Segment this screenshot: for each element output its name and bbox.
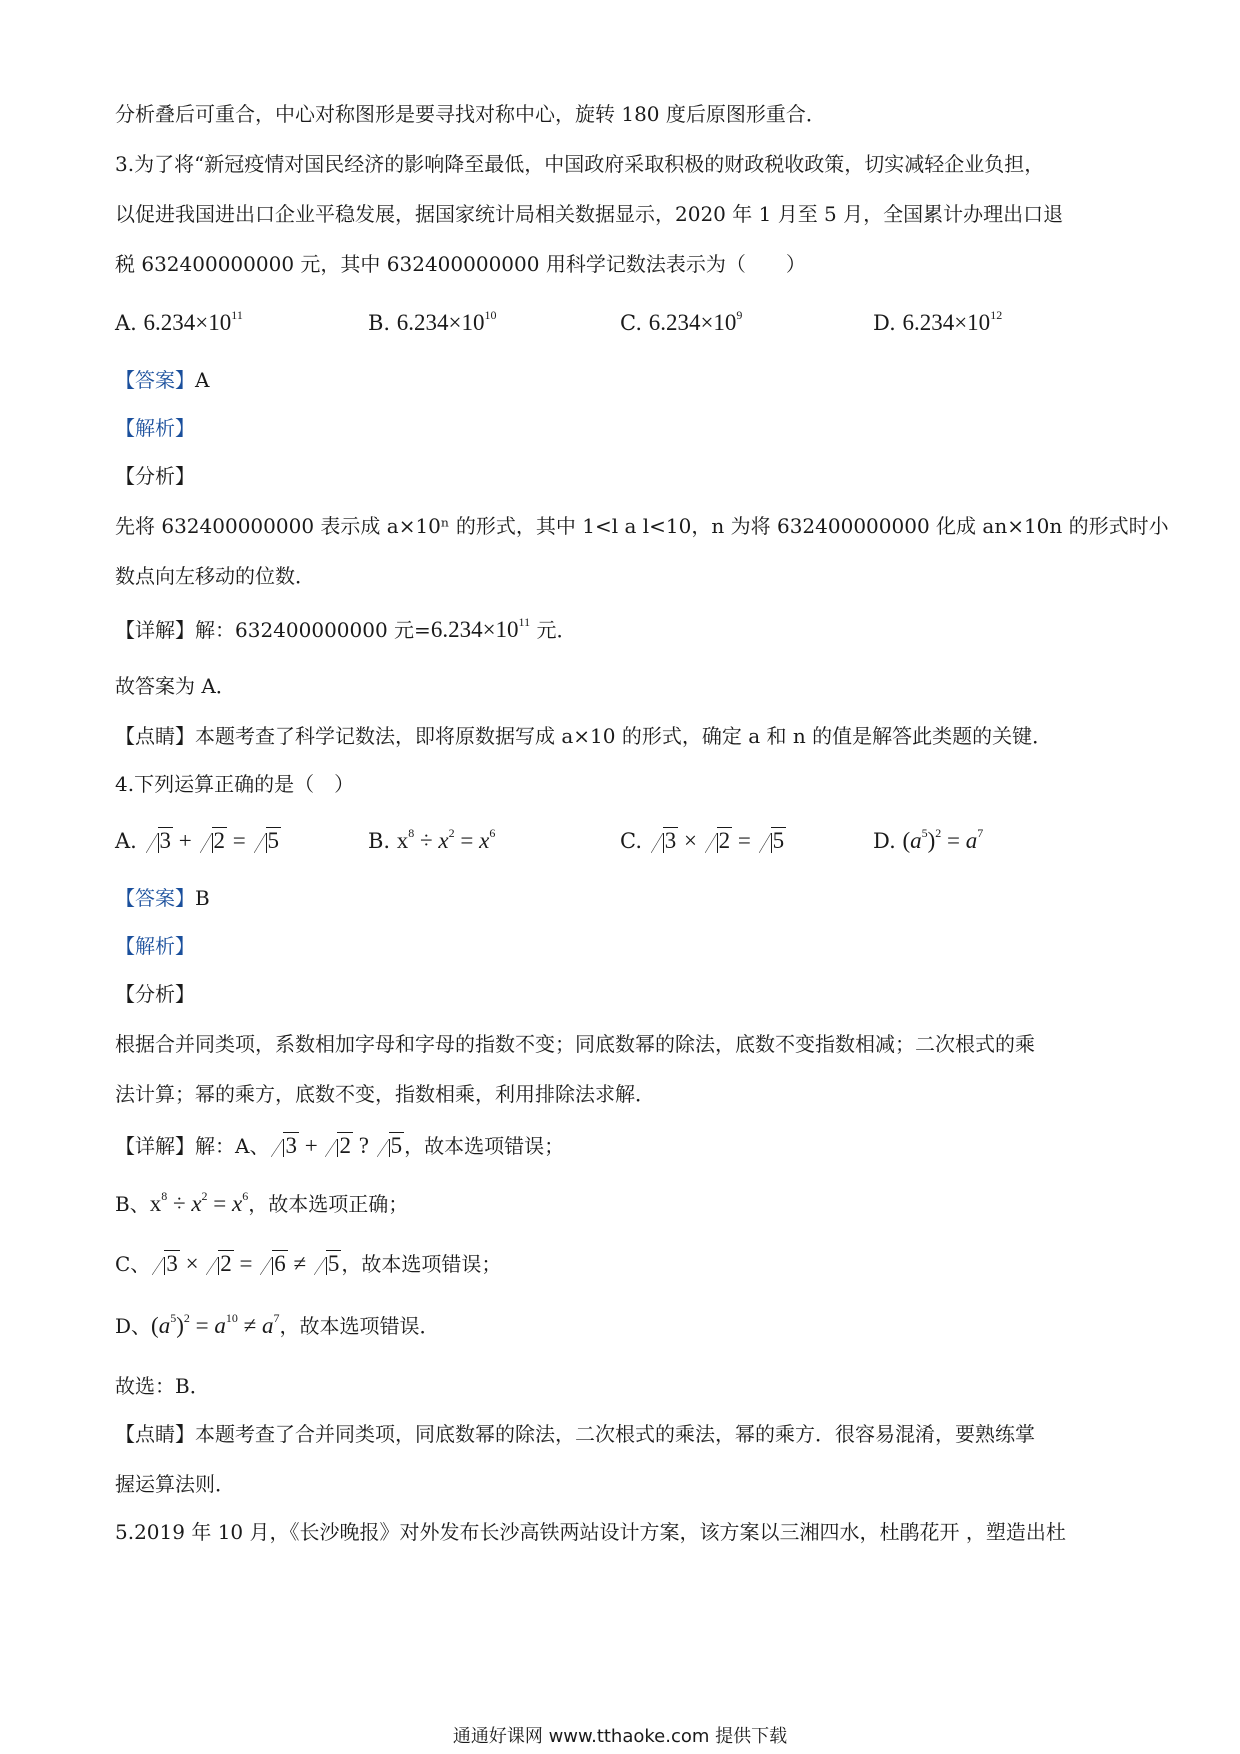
- question-3-line-1: 3.为了将“新冠疫情对国民经济的影响降至最低，中国政府采取积极的财政税收政策，切实减轻企业负担，: [115, 152, 1045, 176]
- option-label: A.: [115, 311, 137, 335]
- q3-answer: [115, 366, 1140, 394]
- q4-jiexi-label: 【解析】: [115, 934, 195, 958]
- option-label: B.: [368, 829, 391, 853]
- math-expression: 3 + 2 ? 5: [269, 1133, 404, 1158]
- math-expression: $(a^5)^2 = a^{10} \ne a^7$: [151, 1311, 280, 1338]
- option-label: A.: [115, 829, 137, 853]
- q4-dianjing-line-1: 【点睛】本题考查了合并同类项，同底数幂的除法，二次根式的乘法，幂的乘方．很容易混淆，要熟练掌: [115, 1422, 1035, 1446]
- option-value: $6.234\times 10^{12}$: [902, 308, 1003, 335]
- dianjing-label: 【点睛】: [115, 1422, 195, 1446]
- q3-xiangjie: [115, 616, 1140, 644]
- answer-label: 【答案】: [115, 886, 195, 910]
- q4-fenxi-line-1: 根据合并同类项，系数相加字母和字母的指数不变；同底数幂的除法，底数不变指数相减；二次根式的乘: [115, 1032, 1035, 1056]
- option-value: 3 × 2 = 5: [649, 828, 786, 853]
- question-5-line-1: 5.2019 年 10 月，《长沙晚报》对外发布长沙高铁两站设计方案，该方案以三湘四水，杜鹃花开 ，塑造出杜: [115, 1520, 1066, 1544]
- q4-answer: [115, 884, 1140, 912]
- q4-option-a: [115, 826, 281, 856]
- q3-option-b: [368, 308, 497, 338]
- xiangjie-result: $6.234\times 10^{11}$: [430, 615, 531, 642]
- q4-fenxi-label: 【分析】: [115, 982, 195, 1006]
- xiangjie-label: 【详解】: [115, 1134, 195, 1158]
- q3-fenxi-line-1: 先将 632400000000 表示成 a×10ⁿ 的形式，其中 1<l a l<10，n 为将 632400000000 化成 an×10n 的形式时小: [115, 514, 1169, 538]
- question-4-title: 4.下列运算正确的是（ ）: [115, 772, 355, 796]
- answer-label: 【答案】: [115, 368, 195, 392]
- question-3-line-3: 税 632400000000 元，其中 632400000000 用科学记数法表示为（ ）: [115, 252, 806, 276]
- q4-option-d: [873, 826, 983, 856]
- q4-fenxi-line-2: 法计算；幂的乘方，底数不变，指数相乘，利用排除法求解．: [115, 1082, 655, 1106]
- xiangjie-text: 解：632400000000 元=: [195, 618, 431, 642]
- q3-conclusion: 故答案为 A．: [115, 674, 236, 698]
- q4-xiangjie-b: B、$x^8 \div x^2 = x^6$，故本选项正确；: [115, 1189, 409, 1216]
- option-label: C.: [620, 829, 642, 853]
- q3-fenxi-line-2: 数点向左移动的位数．: [115, 564, 315, 588]
- q4-xiangjie-a: 【详解】解：A、 3 + 2 ? 5 ，故本选项错误；: [115, 1133, 565, 1158]
- option-value: $6.234\times 10^9$: [648, 308, 743, 335]
- dianjing-label: 【点睛】: [115, 724, 195, 748]
- text-line: 分析叠后可重合，中心对称图形是要寻找对称中心，旋转 180 度后原图形重合．: [115, 102, 826, 126]
- question-3-line-2: 以促进我国进出口企业平稳发展，据国家统计局相关数据显示，2020 年 1 月至 5 月，全国累计办理出口退: [115, 202, 1064, 226]
- q3-dianjing: [115, 722, 1140, 750]
- q4-xiangjie-c: C、 3 × 2 = 6 ≠ 5 ，故本选项错误；: [115, 1251, 502, 1276]
- answer-value: A: [195, 368, 210, 392]
- q3-option-c: [620, 308, 742, 338]
- dianjing-text: 本题考查了科学记数法，即将原数据写成 a×10 的形式，确定 a 和 n 的值是解答此类题的关键．: [195, 724, 1053, 748]
- q4-conclusion: 故选：B．: [115, 1374, 210, 1398]
- option-value: $6.234\times 10^{11}$: [143, 308, 243, 335]
- q4-option-b: [368, 826, 495, 856]
- xiangjie-tail: 元．: [530, 618, 577, 642]
- q3-option-d: [873, 308, 1002, 338]
- q4-option-c: [620, 826, 786, 856]
- option-label: B.: [368, 311, 391, 335]
- math-expression: 3 × 2 = 6 ≠ 5: [150, 1251, 341, 1276]
- option-label: D.: [873, 311, 896, 335]
- q3-option-a: [115, 308, 243, 338]
- option-label: D.: [873, 829, 896, 853]
- option-value: $6.234\times 10^{10}$: [396, 308, 497, 335]
- q3-jiexi-label: 【解析】: [115, 416, 195, 440]
- option-value: $(a^5)^2 = a^7$: [902, 826, 984, 853]
- answer-value: B: [195, 886, 210, 910]
- math-expression: $x^8 \div x^2 = x^6$: [149, 1189, 249, 1216]
- q4-dianjing-line-2: 握运算法则．: [115, 1472, 235, 1496]
- q4-xiangjie-d: D、$(a^5)^2 = a^{10} \ne a^7$，故本选项错误．: [115, 1311, 440, 1338]
- option-value: $x^8 \div x^2 = x^6$: [396, 826, 496, 853]
- option-label: C.: [620, 311, 642, 335]
- q3-fenxi-label: 【分析】: [115, 464, 195, 488]
- page-footer: 通通好课网 www.tthaoke.com 提供下载: [452, 1726, 788, 1747]
- option-value: 3 + 2 = 5: [144, 828, 281, 853]
- xiangjie-label: 【详解】: [115, 618, 195, 642]
